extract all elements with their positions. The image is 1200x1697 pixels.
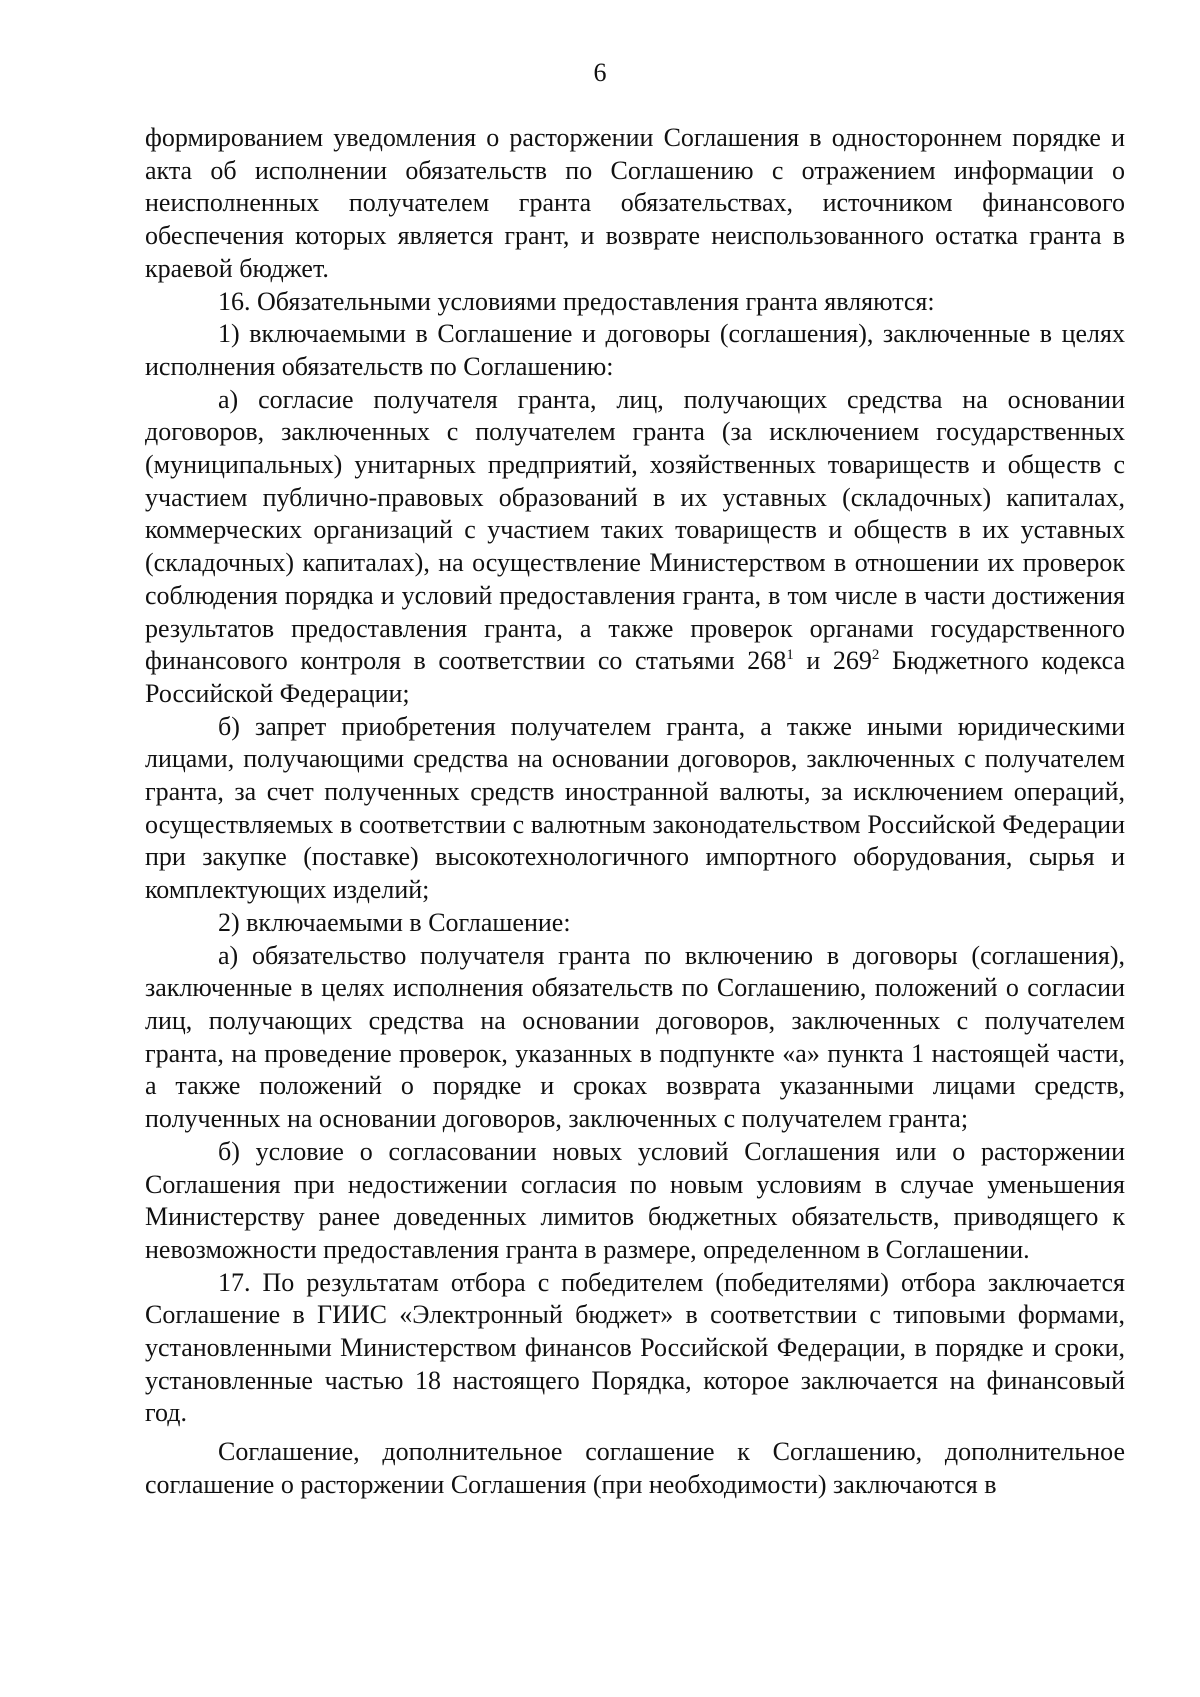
- paragraph-subitem-1b: б) запрет приобретения получателем гранта, а также иными юридическими лицами, получающими средства на основании договоров, заключенных с получателем гранта, за счет полученных средств иностранной валюты, за исключением операций, осуществляемых в соответствии с валютным законодательством Российской Федерации при закупке (поставке) высокотехнологичного импортного оборудования, сырья и комплектующих изделий;: [145, 711, 1125, 905]
- document-body: [145, 122, 1125, 1502]
- superscript-2: 2: [871, 647, 880, 664]
- paragraph-subitem-1: 1) включаемыми в Соглашение и договоры (соглашения), заключенные в целях исполнения обязательств по Соглашению:: [145, 319, 1125, 381]
- paragraph-subitem-1a-text-3: Бюджетного кодекса Российской Федерации;: [145, 646, 1126, 708]
- paragraph-subitem-2: 2) включаемыми в Соглашение:: [218, 907, 571, 937]
- paragraph-subitem-1a-text-2: и 269: [793, 646, 872, 676]
- paragraph-item-17: 17. По результатам отбора с победителем (победителями) отбора заключается Соглашение в ГИИС «Электронный бюджет» в соответствии с типовыми формами, установленными Министерством финансов Российской Федерации, в порядке и сроки, установленные частью 18 настоящего Порядка, которое заключается на финансовый год.: [145, 1267, 1125, 1428]
- paragraph-agreement: Соглашение, дополнительное соглашение к Соглашению, дополнительное соглашение о расторжении Соглашения (при необходимости) заключаются в: [145, 1437, 1125, 1499]
- page-number: 6: [593, 58, 607, 87]
- paragraph-subitem-2a: а) обязательство получателя гранта по включению в договоры (соглашения), заключенные в целях исполнения обязательств по Соглашению, положений о согласии лиц, получающих средства на основании договоров, заключенных с получателем гранта, на проведение проверок, указанных в подпункте «а» пункта 1 настоящей части, а также положений о порядке и сроках возврата указанными лицами средств, полученных на основании договоров, заключенных с получателем гранта;: [145, 940, 1125, 1134]
- paragraph-item-16: 16. Обязательными условиями предоставления гранта являются:: [218, 286, 935, 316]
- paragraph-subitem-1a-text: а) согласие получателя гранта, лиц, получающих средства на основании договоров, заключенных с получателем гранта (за исключением государственных (муниципальных) унитарных предприятий, хозяйственных товариществ и обществ с участием публично-правовых образований в их уставных (складочных) капиталах, коммерческих организаций с участием таких товариществ и обществ в их уставных (складочных) капиталах), на осуществление Министерством в отношении их проверок соблюдения порядка и условий предоставления гранта, в том числе в части достижения результатов предоставления гранта, а также проверок органами государственного финансового контроля в соответствии со статьями 268: [145, 384, 1125, 676]
- paragraph-subitem-2b: б) условие о согласовании новых условий Соглашения или о расторжении Соглашения при недостижении согласия по новым условиям в случае уменьшения Министерству ранее доведенных лимитов бюджетных обязательств, приводящего к невозможности предоставления гранта в размере, определенном в Соглашении.: [145, 1136, 1125, 1264]
- paragraph-continuation: формированием уведомления о расторжении Соглашения в одностороннем порядке и акта об исполнении обязательств по Соглашению с отражением информации о неисполненных получателем гранта обязательствах, источником финансового обеспечения которых является грант, и возврате неиспользованного остатка гранта в краевой бюджет.: [145, 123, 1125, 283]
- superscript-1: 1: [786, 647, 794, 664]
- paragraph-subitem-1a: [145, 384, 1125, 711]
